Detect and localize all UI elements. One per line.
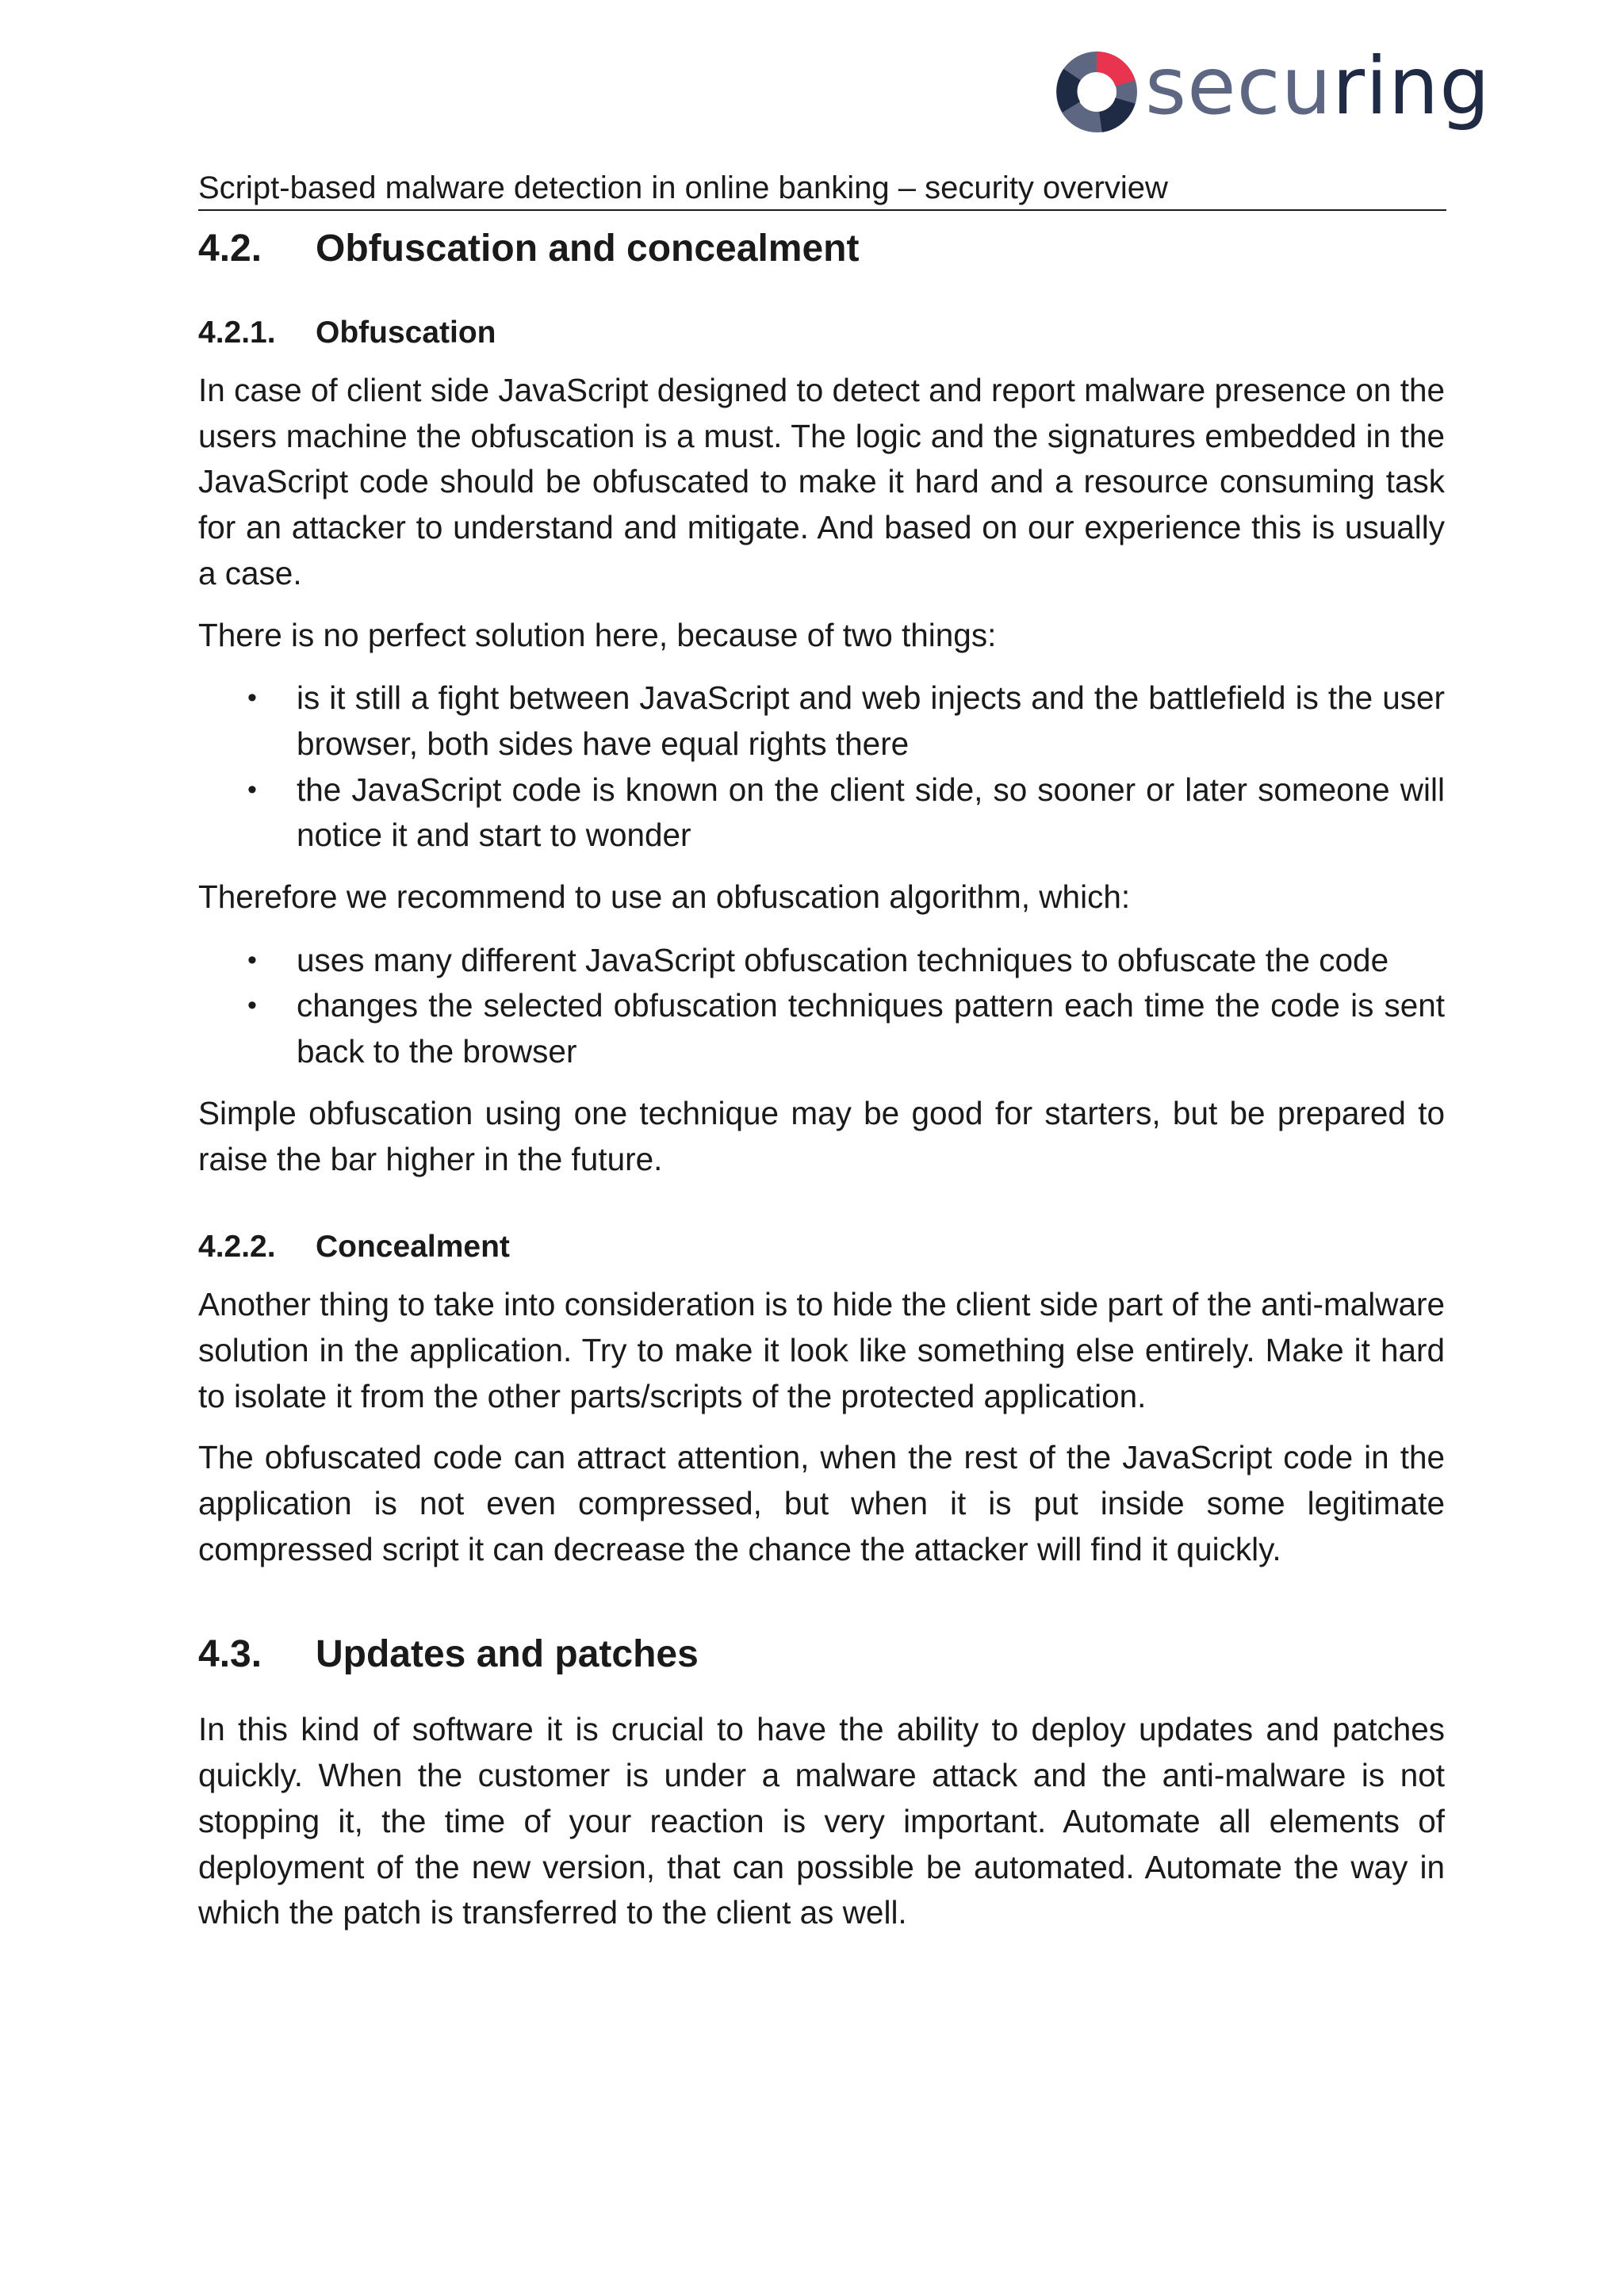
bullet-icon: • — [247, 774, 257, 805]
heading-number: 4.3. — [198, 1633, 262, 1676]
list-item-text: changes the selected obfuscation techniques pattern each time the code is sent back to the browser — [297, 987, 1445, 1070]
paragraph: Another thing to take into consideration is to hide the client side part of the anti-malware solution in the application. Try to make it look like something else entirely. Make it hard to isolate it from the other parts/scripts of the protected application. — [198, 1286, 1445, 1414]
list-item — [198, 983, 1445, 1074]
heading-title: Obfuscation and concealment — [316, 228, 860, 270]
heading-title: Updates and patches — [316, 1633, 699, 1676]
heading-4-2-1 — [198, 311, 1445, 355]
heading-number: 4.2.1. — [198, 316, 276, 350]
heading-number: 4.2. — [198, 228, 262, 270]
heading-title: Concealment — [316, 1230, 510, 1265]
bullet-icon: • — [247, 944, 257, 975]
paragraph: Therefore we recommend to use an obfuscation algorithm, which: — [198, 878, 1131, 916]
bullet-list — [198, 675, 1445, 859]
list-item-text: uses many different JavaScript obfuscation techniques to obfuscate the code — [297, 941, 1389, 978]
paragraph: In this kind of software it is crucial to have the ability to deploy updates and patches quickly. When the customer is under a malware attack and the anti-malware is not stopping it, the time of your reaction is very important. Automate all elements of deployment of the new version, that can possible be automated. Automate the way in which the patch is transferred to the client as well. — [198, 1711, 1445, 1931]
bullet-list — [198, 938, 1445, 1075]
heading-4-2 — [198, 220, 1445, 277]
heading-number: 4.2.2. — [198, 1230, 276, 1265]
bullet-icon: • — [247, 683, 257, 714]
paragraph: There is no perfect solution here, because of two things: — [198, 616, 997, 653]
heading-4-2-2 — [198, 1225, 1445, 1269]
heading-4-3 — [198, 1626, 1445, 1683]
list-item — [198, 675, 1445, 767]
paragraph: Simple obfuscation using one technique may be good for starters, but be prepared to raise the bar higher in the future. — [198, 1094, 1445, 1177]
document-body — [198, 220, 1445, 1936]
paragraph: The obfuscated code can attract attention, when the rest of the JavaScript code in the application is not even compressed, but when it is put inside some legitimate compressed script it can decrease the chance the attacker will find it quickly. — [198, 1439, 1445, 1567]
securing-ring-icon — [1050, 45, 1143, 139]
list-item — [198, 938, 1445, 984]
securing-logo — [1050, 40, 1491, 140]
list-item-text: the JavaScript code is known on the client side, so sooner or later someone will notice it and start to wonder — [297, 771, 1445, 854]
list-item — [198, 767, 1445, 859]
bullet-icon: • — [247, 990, 257, 1021]
logo-wordmark: securing — [1145, 40, 1491, 132]
running-header: Script-based malware detection in online banking – security overview — [198, 166, 1446, 211]
paragraph: In case of client side JavaScript designed to detect and report malware presence on the users machine the obfuscation is a must. The logic and the signatures embedded in the JavaScript code should be obfuscated to make it hard and a resource consuming task for an attacker to understand and mitigate. And based on our experience this is usually a case. — [198, 372, 1445, 591]
list-item-text: is it still a fight between JavaScript and web injects and the battlefield is the user browser, both sides have equal rights there — [297, 679, 1445, 762]
heading-title: Obfuscation — [316, 316, 496, 350]
